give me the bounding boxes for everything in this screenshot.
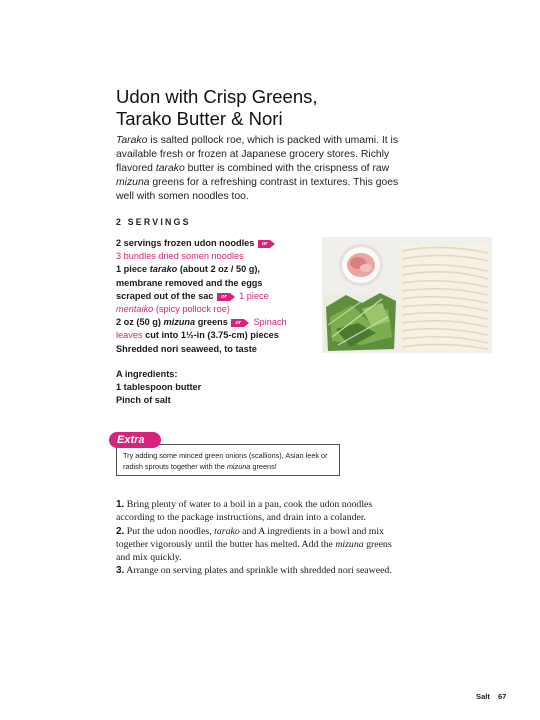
- step-number: 2.: [116, 525, 125, 537]
- ingredient-mizuna-cut: cut into 1½-in (3.75-cm) pieces: [142, 330, 279, 341]
- intro-em-tarako: Tarako: [116, 135, 148, 146]
- ingredient-tarako-weight: (about 2 oz / 50 g),: [177, 264, 260, 275]
- footer-section: Salt: [476, 692, 490, 701]
- ingredient-udon: 2 servings frozen udon noodles: [116, 238, 255, 248]
- a-ingredient-butter: 1 tablespoon butter: [116, 382, 202, 392]
- step-em: tarako: [214, 525, 240, 537]
- title-line-1: Udon with Crisp Greens,: [116, 86, 318, 107]
- a-ingredient-salt: Pinch of salt: [116, 395, 171, 405]
- or-arrow-icon: or: [231, 319, 244, 327]
- recipe-steps: [116, 498, 396, 578]
- ingredient-item: [116, 237, 326, 250]
- intro-text-1: is salted pollock roe, which is packed with umami. It is available fresh or frozen at Japanese grocery stores. Richly flavored: [116, 135, 399, 174]
- ingredient-mizuna-qty: 2 oz (50 g): [116, 317, 164, 328]
- ingredient-mizuna-greens: greens: [195, 317, 228, 328]
- ingredient-tarako-qty: 1 piece: [116, 264, 150, 275]
- ingredient-nori: Shredded nori seaweed, to taste: [116, 343, 257, 354]
- ingredient-alternative: 1 piece: [239, 290, 269, 301]
- ingredient-alternative: leaves: [116, 330, 143, 341]
- ingredient-mentaiko-note: (spicy pollock roe): [153, 304, 230, 315]
- intro-em-tarako-2: tarako: [155, 163, 185, 174]
- recipe-intro: [116, 134, 416, 204]
- ingredient-mentaiko: mentaiko: [116, 304, 154, 315]
- step-number: 3.: [116, 565, 125, 577]
- a-ingredients: [116, 368, 316, 407]
- extra-tip-text-2: greens!: [250, 461, 277, 471]
- ingredient-mizuna-name: mizuna: [163, 317, 196, 328]
- ingredient-tarako-prep-2: scraped out of the sac: [116, 290, 214, 301]
- step-text: Arrange on serving plates and sprinkle with shredded nori seaweed.: [124, 565, 392, 577]
- step-text: Bring plenty of water to a boil in a pan, cook the udon noodles according to the package instructions, and drain into a colander.: [116, 499, 373, 524]
- extra-label: Extra: [109, 432, 161, 448]
- ingredient-item: [116, 290, 326, 303]
- ingredient-alternative: [116, 303, 326, 316]
- step-text: greens and mix quickly.: [116, 538, 392, 564]
- extra-tip-box: [116, 444, 340, 476]
- ingredient-tarako-name: tarako: [149, 264, 178, 275]
- ingredients-photo: [322, 237, 492, 353]
- intro-em-mizuna: mizuna: [116, 177, 150, 188]
- step-1: [116, 498, 396, 525]
- servings-heading: 2 SERVINGS: [116, 217, 191, 227]
- step-2: [116, 525, 396, 565]
- step-number: 1.: [116, 499, 125, 510]
- step-text: Put the udon noodles,: [124, 525, 215, 537]
- step-3: [116, 564, 396, 577]
- ingredient-item: [116, 329, 326, 342]
- title-line-2: Tarako Butter & Nori: [116, 108, 283, 129]
- page-footer: [476, 692, 514, 701]
- extra-tip-text-1: Try adding some minced green onions (scallions), Asian leek or radish sprouts together with the: [123, 451, 328, 471]
- ingredients-photo-drawing: [322, 237, 492, 353]
- ingredient-tarako-prep-1: membrane removed and the eggs: [116, 277, 263, 288]
- step-text: and A ingredients in a bowl and mix together vigorously until the butter has melted. Add the: [116, 525, 384, 550]
- ingredient-list: [116, 237, 326, 356]
- recipe-title: [116, 86, 416, 130]
- ingredient-item: [116, 263, 326, 276]
- intro-text-2: butter is combined with the crispness of raw: [184, 163, 390, 174]
- ingredient-item: [116, 316, 326, 329]
- intro-text-3: greens for a refreshing contrast in textures. This goes well with somen noodles too.: [116, 177, 399, 202]
- ingredient-alternative: Spinach: [253, 317, 287, 328]
- extra-tip-em: mizuna: [226, 461, 251, 471]
- ingredient-alternative: 3 bundles dried somen noodles: [116, 251, 244, 262]
- a-ingredients-heading: A ingredients:: [116, 369, 178, 379]
- step-em: mizuna: [335, 538, 364, 550]
- or-arrow-icon: or: [258, 240, 271, 248]
- footer-page-number: 67: [497, 692, 507, 701]
- or-arrow-icon: or: [217, 293, 230, 301]
